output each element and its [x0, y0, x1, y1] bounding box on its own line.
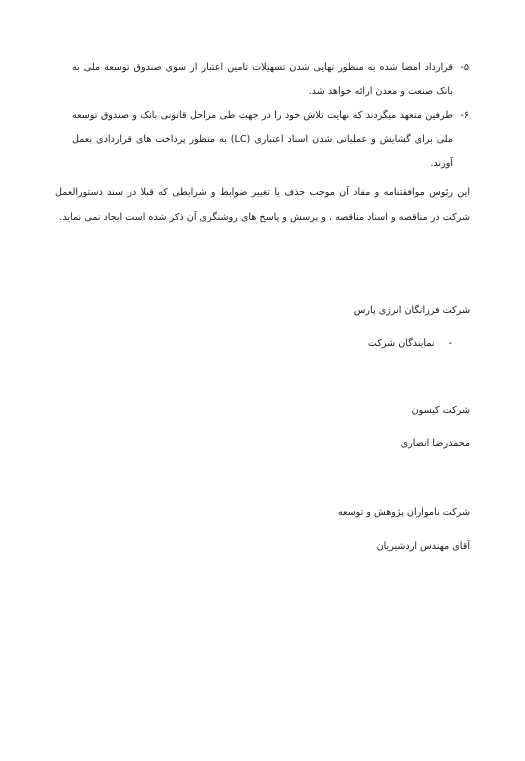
list-item-number: ۶-: [460, 110, 469, 121]
signatory-company-1: شرکت فرزانگان انرژی پارس: [353, 305, 470, 316]
signatory-representative-2: محمدرضا انصاری: [400, 438, 470, 449]
list-item-text: طرفین متعهد میگردند که نهایت تلاش خود را در جهت طی مراحل قانونی بانک و صندوق توسعه ملی برای گشایش و عملیاتی شدن اسناد اعتباری (LC) به منظور پرداخت های قراردادی بعمل آورند.: [72, 110, 453, 169]
signatory-company-3: شرکت نامواران پژوهش و توسعه: [337, 507, 470, 518]
signatory-representative-1: [368, 337, 452, 351]
closing-paragraph: این رئوس موافقتنامه و مفاد آن موجب حذف یا تغییر ضوابط و شرایطی که قبلا در سند دستورالعمل شرکت در مناقصه و اسناد مناقصه ، و پرسش و پاسخ های روشنگری آن ذکر شده است ایجاد نمی نماید.: [55, 187, 470, 223]
bullet-dash: -: [448, 338, 452, 349]
list-item-5: [72, 56, 469, 104]
signatory-company-2: شرکت کیسون: [411, 405, 470, 416]
signatory-representative-text: نمایندگان شرکت: [367, 338, 435, 349]
signatory-representative-3: آقای مهندس اردشیریان: [376, 541, 470, 552]
list-item-6: [72, 104, 469, 176]
list-item-text: قرارداد امضا شده به منظور نهایی شدن تسهیلات تامین اعتبار از سوی صندوق توسعه ملی به بانک صنعت و معدن ارائه خواهد شد.: [72, 62, 453, 97]
list-item-number: ۵-: [460, 62, 469, 73]
